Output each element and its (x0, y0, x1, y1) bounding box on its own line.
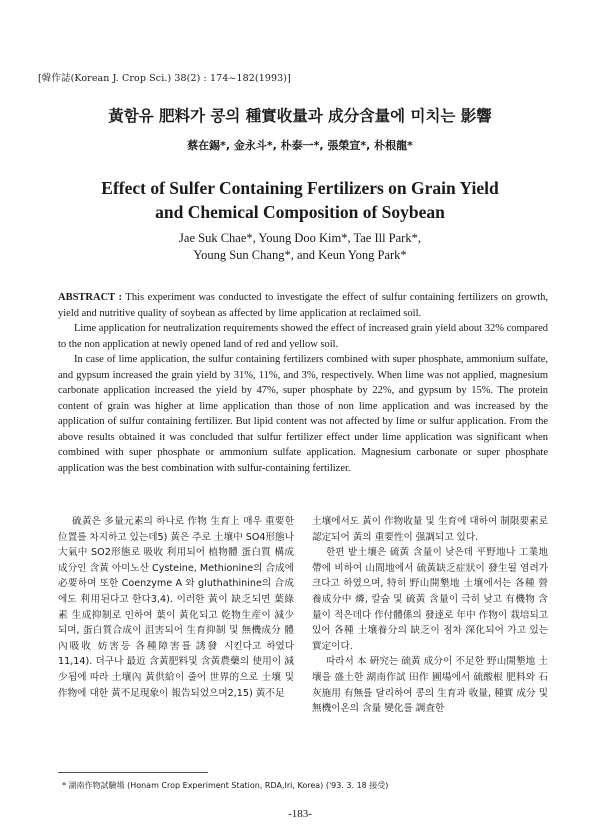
english-authors-line-1: Jae Suk Chae*, Young Doo Kim*, Tae Ill Park*, (179, 231, 421, 245)
abstract-paragraph-2: Lime application for neutralization requirements showed the effect of increased grain yield about 32% compared to the non application at newly opened land of red and yellow soil. (58, 323, 548, 350)
journal-reference: [韓作誌(Korean J. Crop Sci.) 38(2) : 174~182(1993)] (38, 73, 291, 84)
abstract-text-1: This experiment was conducted to investigate the effect of sulfur containing fertilizers on growth, yield and nutritive quality of soybean as affected by lime application at reclaimed soil. (58, 292, 548, 319)
body-right-column (312, 514, 548, 717)
english-authors (0, 230, 600, 264)
footnote: * 湖南作物試驗場 (Honam Crop Experiment Station, RDA,Iri, Korea) ('93. 3. 18 接受) (62, 781, 389, 790)
abstract-paragraph-3: In case of lime application, the sulfur containing fertilizers combined with super phosphate, ammonium sulfate, and gypsum increased the grain yield by 31%, 11%, and 3%, respectively. When lime was not applied, magnesium carbonate application increased the yield by 47%, super phosphate by 22%, and gypsum by 15%. The protein content of grain was higher at lime application than those of non lime application and was increased by the application of sulfur containing fertilizer. But lipid content was not affected by lime or sulfur application. From the above results obtained it was concluded that sulfur fertilizer effect under lime application was significant when combined with super phosphate or ammonium sulfate application. Magnesium carbonate or super phosphate application was the best combination with sulfur-containing fertilizer. (58, 354, 548, 474)
right-column-paragraph-3: 따라서 本 硏究는 硫黃 成分이 不足한 野山開墾地 土壤을 盛土한 湖南作試 田作 圃場에서 硫酸根 肥料와 石灰施用 有無를 달리하여 콩의 生育과 收量, 種實 成分 및 無機이온의 含量 變化를 調査한 (312, 656, 548, 715)
page-number: -183- (288, 808, 312, 820)
english-title (0, 176, 600, 224)
left-column-paragraph: 硫黃은 多量元素의 하나로 作物 生育上 매우 重要한 位置를 차지하고 있는데5) 黃은 주로 土壤中 SO4形態나 大氣中 SO2形態로 吸收 利用되어 植物體 蛋白質 構成 成分인 含黃 아미노산 Cysteine, Methionine의 合成에 必要하며 또한 Coenzyme A 와 gluthathinine의 合成에도 利用된다고 한다3,4). 이러한 黃이 缺乏되면 葉綠素 生成抑制로 인하여 葉이 黃化되고 乾物生産이 減少되며, 蛋白質合成이 沮害되어 生育抑制 및 無機成分 體內吸收 妨害등 各種障害를 誘發 시킨다고 하였다11,14). 더구나 最近 含黃肥料및 含黃農藥의 使用이 減少됨에 따라 土壤內 黃供給이 줄어 世界的으로 土壤 및 作物에 대한 黃不足現象이 報告되었으며2,15) 黃不足 (58, 516, 294, 699)
korean-authors: 蔡在錫*, 金永斗*, 朴泰一*, 張榮宣*, 朴根龍* (187, 139, 413, 152)
korean-title: 黃함유 肥料가 콩의 種實收量과 成分含量에 미치는 影響 (108, 107, 492, 125)
body-left-column (58, 514, 294, 701)
abstract-paragraph-1 (58, 290, 548, 321)
english-title-line-2: and Chemical Composition of Soybean (155, 202, 445, 222)
abstract (58, 290, 548, 476)
right-column-paragraph-1: 土壤에서도 黃이 作物收量 및 生育에 대하여 制限要素로 認定되어 黃의 重要性이 强調되고 있다. (312, 516, 548, 543)
right-column-paragraph-2: 한편 밭土壤은 硫黃 含量이 낮은데 平野地나 工業地帶에 비하여 山間地에서 硫黃缺乏症狀이 發生될 염려가 크다고 하였으며, 特히 野山開墾地 土壤에서는 各種 營養成分中 燐, 칼슘 및 硫黃 含量이 극히 낮고 有機物 含量이 적은데다 作付體係의 發達로 年中 作物이 栽培되고 있어 各種 土壤養分의 缺乏이 점차 深化되어 가고 있는 實定이다. (312, 547, 548, 652)
english-title-line-1: Effect of Sulfer Containing Fertilizers on Grain Yield (101, 178, 499, 198)
footnote-divider (58, 772, 208, 773)
abstract-label: ABSTRACT : (58, 292, 123, 303)
english-authors-line-2: Young Sun Chang*, and Keun Yong Park* (193, 248, 407, 262)
